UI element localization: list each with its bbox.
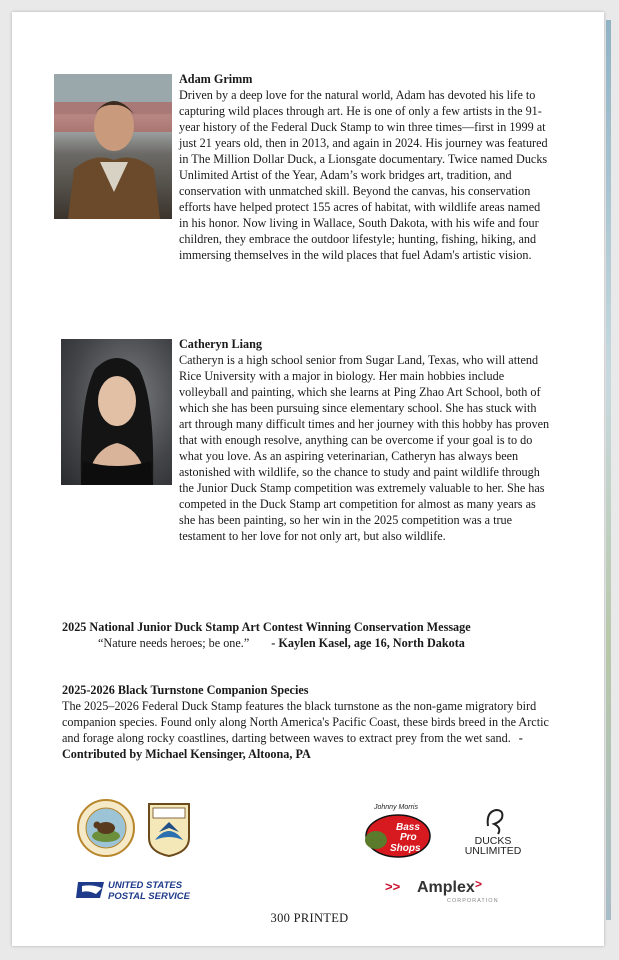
bio-name: Catheryn Liang	[179, 337, 262, 351]
quote-line	[62, 635, 552, 651]
svg-text:>: >	[475, 877, 483, 891]
ducks-unlimited-logo	[456, 804, 530, 861]
bass-pro-shops-logo	[360, 800, 436, 865]
bass-pro-line3: Shops	[390, 843, 421, 854]
section-text: The 2025–2026 Federal Duck Stamp features the black turnstone as the non-game migratory bird companion species. Found only along North America's Pacific Coast, these birds breed in the Arctic and forage along rocky coastlines, darting between waves to extract prey from the wet sand.	[62, 699, 549, 745]
adam-grimm-photo	[54, 74, 172, 219]
amplex-name: Amplex	[417, 879, 475, 896]
quote-attribution: - Kaylen Kasel, age 16, North Dakota	[271, 636, 465, 650]
quote-text: “Nature needs heroes; be one.”	[98, 636, 250, 650]
adjacent-page-edge	[606, 20, 611, 920]
contributor: - Contributed by Michael Kensinger, Altoona, PA	[62, 731, 523, 761]
usps-logo	[76, 876, 198, 909]
catheryn-liang-bio	[179, 336, 551, 544]
section-title: 2025-2026 Black Turnstone Companion Species	[62, 683, 309, 697]
ducks-unlimited-line1: DUCKS	[474, 835, 512, 847]
section-title: 2025 National Junior Duck Stamp Art Contest Winning Conservation Message	[62, 620, 471, 634]
print-count: 300 PRINTED	[270, 911, 349, 925]
adam-grimm-bio	[179, 71, 551, 263]
catheryn-liang-photo	[61, 339, 172, 485]
usps-line2: POSTAL SERVICE	[108, 891, 190, 902]
bio-text: Driven by a deep love for the natural world, Adam has devoted his life to capturing wild places through art. He is one of only a few artists in the 91-year history of the Federal Duck Stamp to win three times—first in 1999 at just 21 years old, then in 2013, and again in 2024. His journey was featured in The Million Dollar Duck, a Lionsgate documentary. Twice named Ducks Unlimited Artist of the Year, Adam’s work bridges art, tradition, and conservation with unmatched skill. Beyond the canvas, his conservation efforts have helped protect 155 acres of habitat, with wildlife areas named in his honor. Now living in Wallace, South Dakota, with his wife and four children, they embrace the outdoor lifestyle; hunting, fishing, hiking, and immersing themselves in the wild places that fuel Adam's artistic vision.	[179, 88, 548, 262]
bio-text: Catheryn is a high school senior from Sugar Land, Texas, who will attend Rice University with a major in biology. Her main hobbies include volleyball and painting, which she learns at Ping Zhao Art School, both of which she has been pursuing since elementary school. She has stuck with art through many difficult times and her journey with this hobby has proven that with enough resolve, anything can be overcome if your goal is to do what you love. As an aspiring veterinarian, Catheryn has always been astonished with wildlife, so the chance to study and paint wildlife through the Junior Duck Stamp competition was extremely valuable to her. She has competed in the Duck Stamp art competition for almost as many years as she has been painting, so her win in the 2025 competition was a true testament to her love for not only art, but also wildlife.	[179, 353, 550, 543]
amplex-logo	[385, 874, 525, 909]
fish-wildlife-service-logo	[145, 800, 193, 863]
bass-pro-line1: Bass	[396, 822, 420, 833]
conservation-message-section	[62, 619, 552, 651]
amplex-sub: CORPORATION	[447, 898, 499, 904]
companion-species-section	[62, 682, 552, 762]
ducks-unlimited-line2: UNLIMITED	[464, 845, 522, 856]
bass-pro-signature: Johnny Morris	[374, 804, 418, 811]
interior-department-seal-logo	[76, 798, 136, 863]
bass-pro-line2: Pro	[400, 832, 417, 843]
bio-name: Adam Grimm	[179, 72, 253, 86]
svg-text:>>: >>	[385, 879, 401, 894]
usps-line1: UNITED STATES	[108, 880, 183, 891]
